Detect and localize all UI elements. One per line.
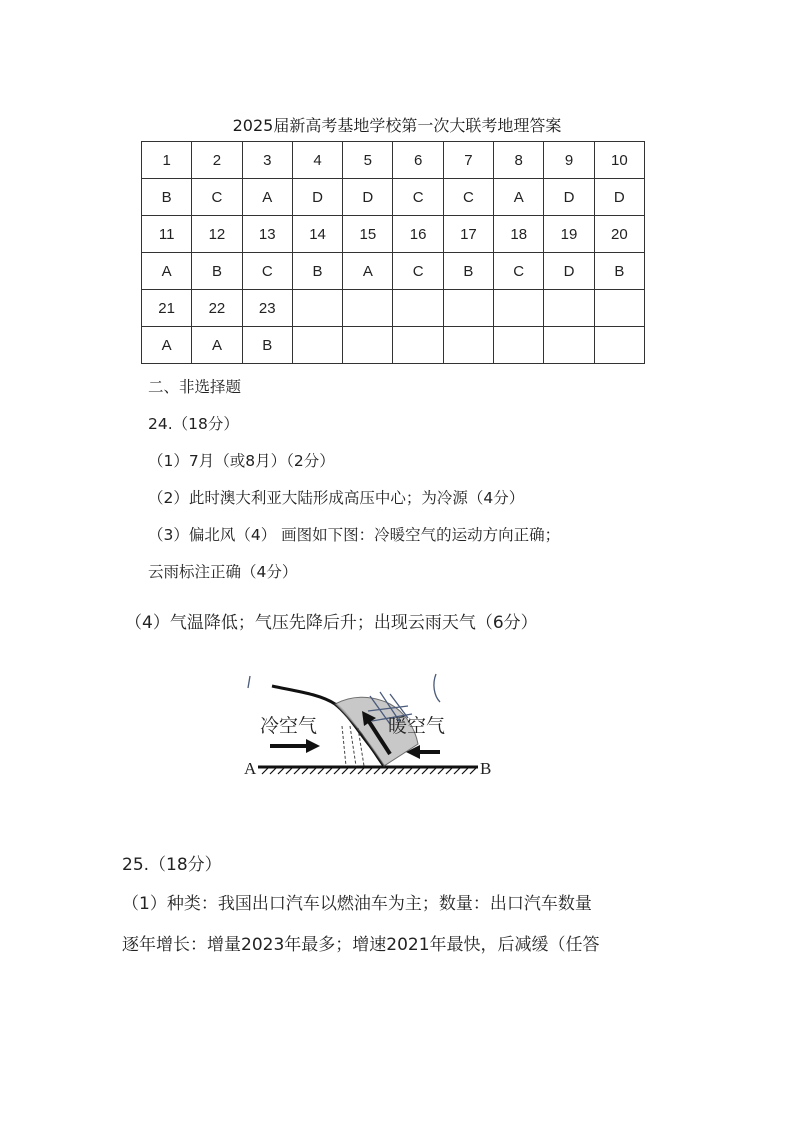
table-cell: 5 <box>343 142 393 179</box>
table-cell <box>544 290 594 327</box>
table-cell: 8 <box>494 142 544 179</box>
table-cell: D <box>594 179 644 216</box>
table-cell: D <box>544 253 594 290</box>
section-heading: 二、非选择题 <box>148 378 242 396</box>
q24-part4: （4）气温降低；气压先降后升；出现云雨天气（6分） <box>125 613 538 633</box>
front-diagram <box>240 666 500 781</box>
table-cell: 23 <box>242 290 292 327</box>
table-cell: 19 <box>544 216 594 253</box>
table-cell: B <box>142 179 192 216</box>
table-cell: 13 <box>242 216 292 253</box>
answer-table <box>141 141 645 364</box>
table-cell: B <box>242 327 292 364</box>
table-cell: C <box>494 253 544 290</box>
table-cell: D <box>544 179 594 216</box>
point-a-label: A <box>244 759 257 778</box>
table-row <box>142 253 645 290</box>
table-cell: 4 <box>292 142 342 179</box>
table-cell: A <box>242 179 292 216</box>
table-cell: B <box>292 253 342 290</box>
table-cell <box>443 327 493 364</box>
table-cell: A <box>142 327 192 364</box>
q24-part2: （2）此时澳大利亚大陆形成高压中心；为冷源（4分） <box>148 489 525 507</box>
table-cell: 18 <box>494 216 544 253</box>
table-cell: B <box>192 253 242 290</box>
table-cell: A <box>343 253 393 290</box>
q24-part3-line2: 云雨标注正确（4分） <box>148 563 298 581</box>
table-cell: C <box>192 179 242 216</box>
point-b-label: B <box>480 759 492 778</box>
page-title: 2025届新高考基地学校第一次大联考地理答案 <box>232 116 562 135</box>
table-cell <box>343 290 393 327</box>
cold-air-arrowhead <box>306 739 320 753</box>
table-cell: 14 <box>292 216 342 253</box>
table-cell: 2 <box>192 142 242 179</box>
q25-part1-line2: 逐年增长：增量2023年最多；增速2021年最快，后减缓（任答 <box>122 935 600 955</box>
table-row <box>142 179 645 216</box>
table-row <box>142 142 645 179</box>
table-cell: 9 <box>544 142 594 179</box>
table-cell: 7 <box>443 142 493 179</box>
table-cell <box>292 327 342 364</box>
table-cell: 10 <box>594 142 644 179</box>
table-cell: 20 <box>594 216 644 253</box>
table-row <box>142 327 645 364</box>
table-cell: 12 <box>192 216 242 253</box>
table-cell: 3 <box>242 142 292 179</box>
table-row <box>142 216 645 253</box>
table-cell <box>494 327 544 364</box>
table-cell: 1 <box>142 142 192 179</box>
table-cell: C <box>393 253 443 290</box>
table-cell: A <box>142 253 192 290</box>
table-cell <box>393 327 443 364</box>
table-cell <box>594 327 644 364</box>
table-cell <box>594 290 644 327</box>
table-cell <box>544 327 594 364</box>
table-cell: 21 <box>142 290 192 327</box>
warm-air-label: 暖空气 <box>388 715 446 737</box>
table-cell <box>494 290 544 327</box>
table-cell: 11 <box>142 216 192 253</box>
table-cell <box>393 290 443 327</box>
table-cell: C <box>443 179 493 216</box>
table-row <box>142 290 645 327</box>
q24-part1: （1）7月（或8月）（2分） <box>148 452 335 470</box>
q24-part3-line1: （3）偏北风（4） 画图如下图：冷暖空气的运动方向正确； <box>148 526 561 544</box>
table-cell <box>292 290 342 327</box>
table-cell: 22 <box>192 290 242 327</box>
table-cell: 15 <box>343 216 393 253</box>
table-cell: D <box>292 179 342 216</box>
q25-part1-line1: （1）种类：我国出口汽车以燃油车为主；数量：出口汽车数量 <box>122 894 592 914</box>
table-cell <box>343 327 393 364</box>
table-cell: 6 <box>393 142 443 179</box>
q24-header: 24.（18分） <box>148 415 239 433</box>
table-cell: D <box>343 179 393 216</box>
table-cell: C <box>393 179 443 216</box>
table-cell: 17 <box>443 216 493 253</box>
table-cell: A <box>192 327 242 364</box>
ground-hatch <box>262 768 476 774</box>
q25-header: 25.（18分） <box>122 855 222 875</box>
table-cell: 16 <box>393 216 443 253</box>
cold-air-label: 冷空气 <box>260 715 318 737</box>
table-cell <box>443 290 493 327</box>
table-cell: C <box>242 253 292 290</box>
table-cell: B <box>594 253 644 290</box>
table-cell: B <box>443 253 493 290</box>
table-cell: A <box>494 179 544 216</box>
